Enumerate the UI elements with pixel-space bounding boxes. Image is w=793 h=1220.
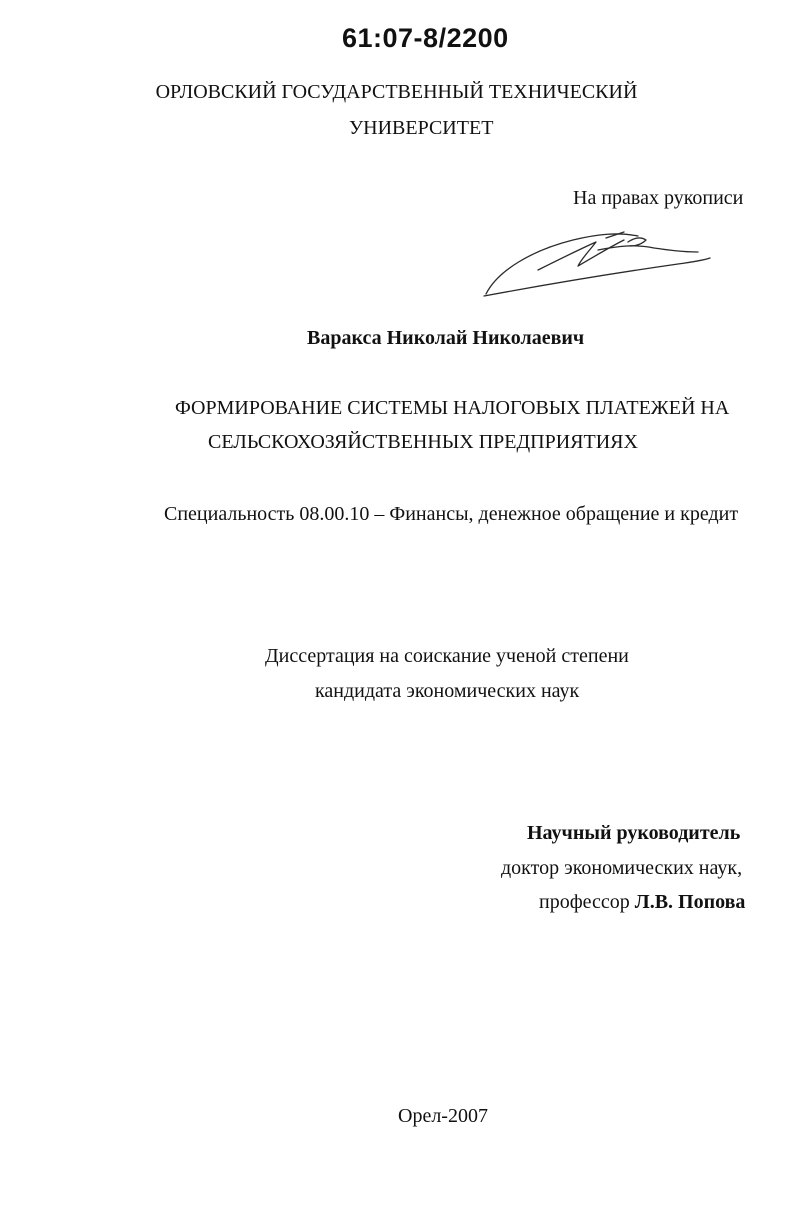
author-signature xyxy=(478,214,718,300)
supervisor-title: профессор xyxy=(539,891,630,913)
dissertation-title-line1: ФОРМИРОВАНИЕ СИСТЕМЫ НАЛОГОВЫХ ПЛАТЕЖЕЙ НА xyxy=(175,397,730,419)
city-year: Орел-2007 xyxy=(398,1105,488,1127)
university-name-line2: УНИВЕРСИТЕТ xyxy=(349,117,494,139)
supervisor-line xyxy=(539,890,745,914)
degree-line2: кандидата экономических наук xyxy=(315,680,580,702)
university-name-line1: ОРЛОВСКИЙ ГОСУДАРСТВЕННЫЙ ТЕХНИЧЕСКИЙ xyxy=(155,81,638,103)
degree-line1: Диссертация на соискание ученой степени xyxy=(265,645,629,667)
supervisor-degree: доктор экономических наук, xyxy=(501,857,743,879)
author-name: Варакса Николай Николаевич xyxy=(307,327,585,349)
supervisor-name: Л.В. Попова xyxy=(634,891,746,913)
manuscript-rights: На правах рукописи xyxy=(573,187,744,209)
specialty-line: Специальность 08.00.10 – Финансы, денежное обращение и кредит xyxy=(164,503,739,525)
registry-code: 61:07-8/2200 xyxy=(342,23,509,53)
supervisor-heading: Научный руководитель xyxy=(527,822,741,844)
dissertation-title-line2: СЕЛЬСКОХОЗЯЙСТВЕННЫХ ПРЕДПРИЯТИЯХ xyxy=(208,431,638,453)
